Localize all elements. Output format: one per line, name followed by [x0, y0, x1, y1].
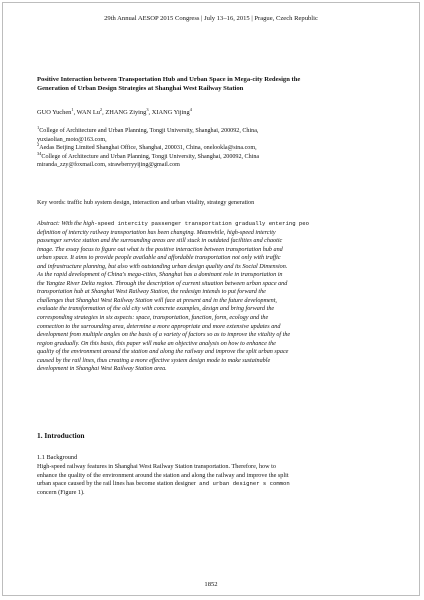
- abstract-line: region gradually. On this basis, this paper will make an objective analysis on how to enhance the: [37, 340, 276, 347]
- author-sup: 3: [146, 106, 149, 112]
- author-list: GUO Yuchen$^1$, WAN Lu$^2$, ZHANG Ziying$^3$, XIANG Yijing$^4$: [37, 106, 192, 116]
- abstract-line: image. The essay focus to figure out what is the positive interaction between transportation hub and: [37, 246, 283, 253]
- abstract-line: corresponding strategies in six aspects: space, transportation, function, form, ecology and the: [37, 315, 269, 322]
- abstract-first-line: [37, 220, 399, 229]
- section-heading: 1. Introduction: [37, 431, 85, 440]
- author-sup: 1: [71, 106, 74, 112]
- abstract: [37, 220, 399, 374]
- affiliation-line: yuxiaolian_moto@163.com,: [37, 136, 107, 143]
- abstract-line: and infrastructure planning, but also with outstanding urban design quality and its Social Dimension.: [37, 263, 288, 270]
- abstract-line: transportation hub at Shanghai West Railway Station, the redesign intends to put forward the: [37, 289, 266, 296]
- body-line: enhance the quality of the environment around the station and along the railway and improve the split: [37, 471, 289, 479]
- body-line: urban space caused by the rail lines has become station designer and urban designer s common: [37, 480, 290, 488]
- title-line: Positive Interaction between Transportation Hub and Urban Space in Mega-city Redesign the: [37, 76, 301, 83]
- author-sup: 2: [99, 106, 103, 112]
- affiliations: [37, 124, 397, 170]
- abstract-line: connection to the surrounding area, determine a more appropriate and more extensive updates and: [37, 323, 281, 330]
- abstract-label: Abstract: With the high: [37, 221, 95, 227]
- affiliation-line: $^{34}$College of Architecture and Urban Planning, Tongji University, Shanghai, 200092, China: [37, 150, 260, 160]
- affiliation-line: miranda_zzy@foxmail.com, strawberryyijing@gmail.com: [37, 162, 180, 169]
- page-number: 1852: [204, 581, 218, 588]
- subsection-heading: 1.1 Background: [37, 454, 78, 461]
- abstract-line: challenges that Shanghai West Railway Station will face at present and in the future development,: [37, 297, 277, 304]
- author-name: GUO Yuchen: [37, 109, 72, 116]
- paper-title: [37, 75, 387, 93]
- keywords: Key words: traffic hub system design, interaction and urban vitality, strategy generation: [37, 199, 255, 206]
- abstract-line: development in Shanghai West Railway Station area.: [37, 366, 167, 373]
- abstract-line: quality of the environment around the station and along the railway and improve the split urban space: [37, 349, 289, 356]
- abstract-line: As the rapid development of China's mega-cities, Shanghai has a dominant role in transportation in: [37, 272, 283, 279]
- abstract-line: development from multiple angles on the basis of a variety of factors so as to improve the vitality of the: [37, 332, 291, 339]
- running-header: 29th Annual AESOP 2015 Congress | July 13–16, 2015 | Prague, Czech Republic: [104, 15, 318, 22]
- body-line: High-speed railway features in Shanghai West Railway Station transportation. Therefore, how to: [37, 463, 276, 470]
- author-name: ZHANG Ziying: [105, 109, 147, 116]
- abstract-line: caused by the rail lines, thus creating a more effective system design mode to make sustainable: [37, 357, 271, 364]
- abstract-line: the Yangtze River Delta region. Through the description of current situation between urban space and: [37, 280, 288, 287]
- page: [2, 2, 420, 596]
- author-name: XIANG Yijing: [151, 109, 190, 116]
- body-text: [37, 463, 399, 498]
- abstract-line: urban space. It aims to provide people available and affordable transportation not only with traffic: [37, 255, 281, 262]
- title-line: Generation of Urban Design Strategies at Shanghai West Railway Station: [37, 85, 244, 92]
- abstract-line: evaluate the transformation of the old city with concrete examples, design and bring forward the: [37, 306, 275, 313]
- author-name: WAN Lu: [76, 109, 100, 116]
- author-sup: 4: [189, 106, 192, 112]
- affiliation-line: $^2$Aedas Beijing Limited Shanghai Office, Shanghai, 200031, China, onelookla@sina.com,: [37, 142, 257, 152]
- body-line: concern (Figure 1).: [37, 489, 85, 497]
- abstract-line: definition of intercity railway transportation has been changing. Meanwhile, high-speed intercity: [37, 229, 276, 236]
- body-mono-text: and urban designer s common: [195, 480, 290, 488]
- affiliation-line: $^1$College of Architecture and Urban Planning, Tongji University, Shanghai, 200092, China,: [37, 124, 259, 134]
- abstract-line: passenger service station and the surrounding areas are still stuck in outdated facilities and chaotic: [37, 238, 283, 245]
- abstract-mono-text: -speed intercity passenger transportation gradually entering peo: [94, 220, 309, 227]
